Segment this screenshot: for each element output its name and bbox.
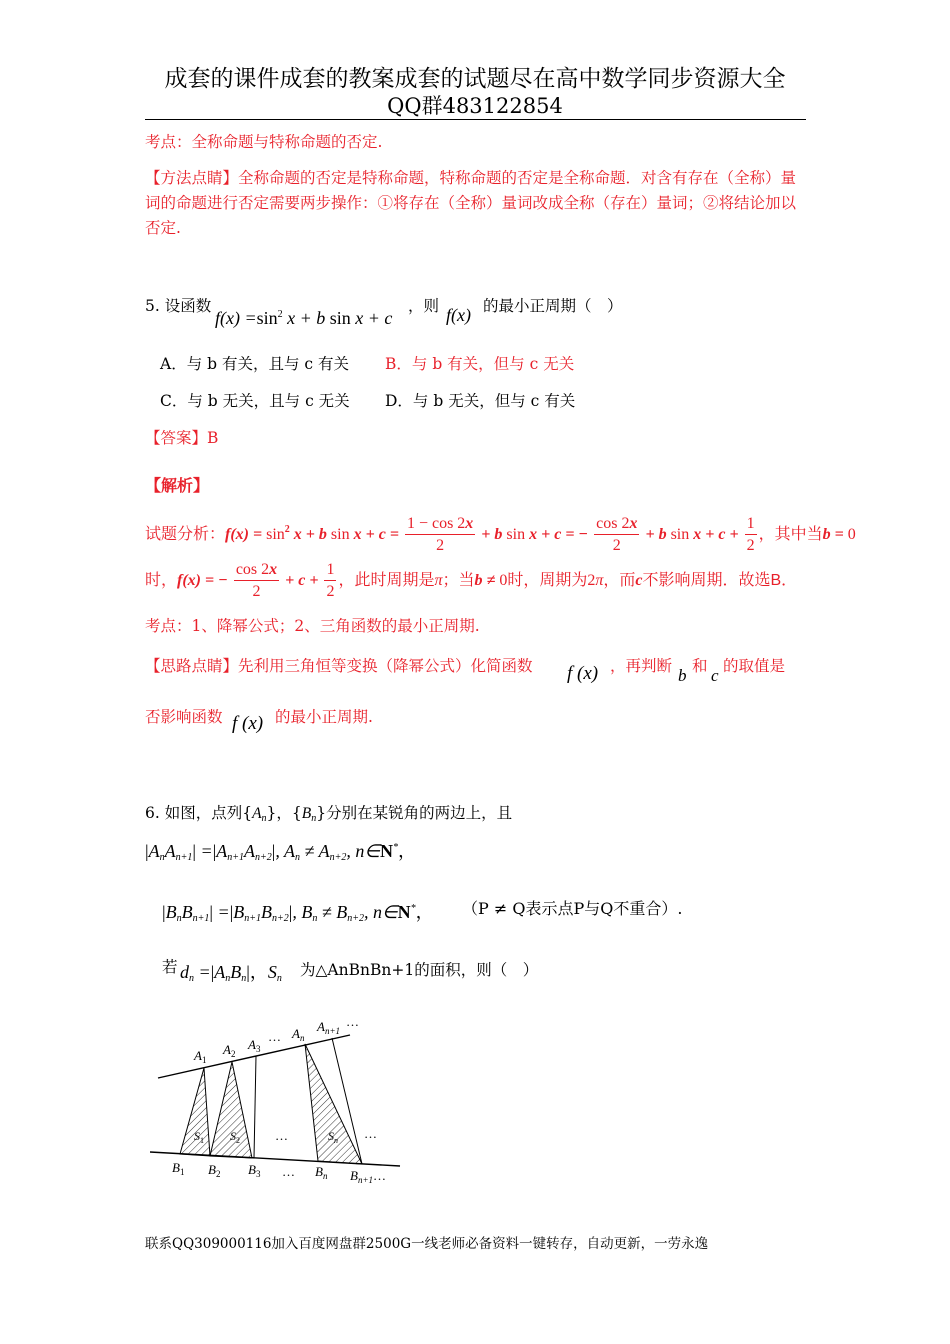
q5-analysis-formula: $f(x) = \sin^2 x + b$ sin x + c = $\frac{1 - \cos 2x}{2}$ + b sin x + c = − $\frac{\cos 2x}{2}$ + b sin x + c + $\frac{1}{2}$ — [225, 514, 755, 554]
q6-stem — [145, 801, 512, 831]
footer-text: 联系QQ309000116加入百度网盘群2500G一线老师必备资料一键转存，自动更新，一劳永逸 — [145, 1236, 709, 1252]
q5-fx: f(x) — [446, 305, 471, 325]
q5-tip-fx1: f (x) — [567, 663, 599, 684]
q5-b-equals-zero: b = 0 — [822, 526, 856, 543]
label-dots-bottom: … — [282, 1164, 295, 1179]
q5-tip-and: 和 — [692, 657, 708, 675]
label-bn1: $B_{n+1}\dots$ — [350, 1168, 387, 1185]
q6-condition-b: $|B_nB_{n+1}| =|B_{n+1}B_{n+2}|$, $B_n \ne B_{n+2}$, n∈N*， — [162, 902, 434, 924]
q5-answer-label: 【答案】 — [145, 429, 208, 447]
q5-tip-text1: 先利用三角恒等变换（降幂公式）化简函数 — [238, 657, 533, 675]
q5-stem — [145, 294, 211, 318]
q5-stem-prefix: 5. 设函数 — [145, 297, 212, 315]
q5-option-a[interactable]: A．与 b 有关，且与 c 有关 — [160, 355, 350, 373]
q5-analysis-pick: B． — [770, 572, 798, 589]
q5-option-d[interactable]: D．与 b 无关，但与 c 有关 — [385, 392, 576, 410]
header-divider — [145, 119, 806, 120]
q5-analysis-prefix: 试题分析： — [145, 524, 226, 543]
q5-answer — [145, 426, 218, 450]
label-bn: $B_n$ — [315, 1164, 328, 1181]
q5-analysis-formula2: f(x) = − $\frac{\cos 2x}{2}$ + c + $\frac{1}{2}$ — [177, 560, 335, 600]
label-sn: $S_n$ — [328, 1129, 338, 1145]
q5-tip-line1 — [145, 654, 533, 678]
q6-stem-prefix: 6. 如图，点列{ — [145, 804, 253, 822]
q5-analysis-tail: 不影响周期．故选 — [642, 570, 771, 589]
q5-analysis-line2 — [145, 557, 797, 604]
label-b3: $B_3$ — [248, 1162, 261, 1179]
triangle-s2 — [210, 1062, 252, 1158]
q6-stem-suffix: }分别在某锐角的两边上，且 — [316, 804, 513, 822]
q5-answer-value: B — [207, 429, 219, 447]
label-dots-mid-right: … — [364, 1126, 377, 1141]
q5-analysis-when: ，其中当 — [758, 524, 823, 543]
q5-tip-c: c — [711, 666, 719, 685]
q6-figure — [150, 1008, 410, 1192]
q5-analysis-end: ，而 — [603, 570, 636, 589]
label-s1: $S_1$ — [194, 1129, 204, 1145]
label-a1: $A_1$ — [194, 1048, 207, 1065]
label-dots-mid: … — [275, 1128, 288, 1143]
q4-tip-label: 【方法点睛】 — [145, 169, 239, 187]
label-dots-top-right: … — [346, 1014, 359, 1029]
q5-tip-b: b — [678, 666, 687, 685]
q6-note: （P ≠ Q表示点P与Q不重合）. — [462, 899, 683, 918]
q5-option-c[interactable]: C．与 b 无关，且与 c 无关 — [160, 392, 350, 410]
q5-pi: π — [434, 572, 443, 589]
q5-analysis-time: 时， — [145, 570, 178, 589]
header-title: 成套的课件成套的教案成套的试题尽在高中数学同步资源大全 — [164, 66, 786, 92]
q5-stem-suffix: 的最小正周期（ ） — [483, 297, 623, 315]
q5-b-neq-zero: b ≠ 0 — [474, 572, 508, 589]
q6-an-seq: $A_n$ — [252, 805, 267, 824]
q5-kaodian: 考点：1、降幂公式；2、三角函数的最小正周期. — [145, 617, 480, 635]
q6-line3-suffix: 为△AnBnBn+1的面积，则（ ） — [300, 961, 539, 979]
q4-tip — [145, 166, 807, 241]
triangle-sn — [305, 1044, 362, 1164]
q5-stem-mid: ，则 — [408, 297, 440, 315]
q5-function-formula: $f(x) =\sin^2$ x + b sin x + c — [215, 308, 393, 328]
q5-tip-text4: 否影响函数 — [145, 708, 223, 726]
q5-2pi: 2π — [587, 572, 604, 589]
label-an: $A_n$ — [292, 1026, 305, 1043]
q4-tip-text: 全称命题的否定是特称命题，特称命题的否定是全称命题．对含有存在（全称）量词的命题进行否定需要两步操作：①将存在（全称）量词改成全称（存在）量词；②将结论加以否定. — [145, 169, 797, 237]
header-qq: QQ群483122854 — [387, 94, 563, 118]
q5-analysis-label: 【解析】 — [145, 476, 210, 495]
label-b1: $B_1$ — [172, 1160, 185, 1177]
q5-tip-text3: 的取值是 — [723, 657, 786, 675]
q5-tip-text5: 的最小正周期. — [275, 708, 373, 726]
q5-tip-label: 【思路点睛】 — [145, 657, 239, 675]
q6-stem-mid: }，{ — [266, 804, 302, 822]
label-dots-top: … — [268, 1029, 281, 1044]
q4-kaodian: 考点：全称命题与特称命题的否定. — [145, 133, 383, 151]
label-a2: $A_2$ — [223, 1042, 236, 1059]
q5-tip-text2: ，再判断 — [610, 657, 673, 675]
q5-tip-fx2: f (x) — [232, 713, 264, 734]
q5-option-b[interactable]: B．与 b 有关，但与 c 无关 — [385, 355, 575, 373]
q6-line3-prefix: 若 — [162, 958, 178, 976]
label-a3: $A_3$ — [248, 1037, 261, 1054]
label-b2: $B_2$ — [208, 1162, 221, 1179]
segment-a3b3 — [254, 1056, 256, 1158]
q5-analysis-period2: 时，周期为 — [507, 570, 588, 589]
q5-analysis-line1 — [145, 507, 856, 558]
q6-dn-def: $d_n =|A_nB_n|$，$S_n$ — [180, 962, 282, 984]
label-s2: $S_2$ — [230, 1129, 240, 1145]
label-an1: $A_{n+1}$ — [317, 1019, 341, 1036]
q5-analysis-semicolon: ；当 — [442, 570, 475, 589]
q6-bn-seq: $B_n$ — [301, 805, 317, 824]
q6-condition-a: $|A_nA_{n+1}| =|A_{n+1}A_{n+2}|$, $A_n \ne A_{n+2}$, n∈N*， — [145, 841, 417, 863]
q5-analysis-c: c — [635, 572, 643, 589]
q5-analysis-period1: ，此时周期是 — [338, 570, 435, 589]
